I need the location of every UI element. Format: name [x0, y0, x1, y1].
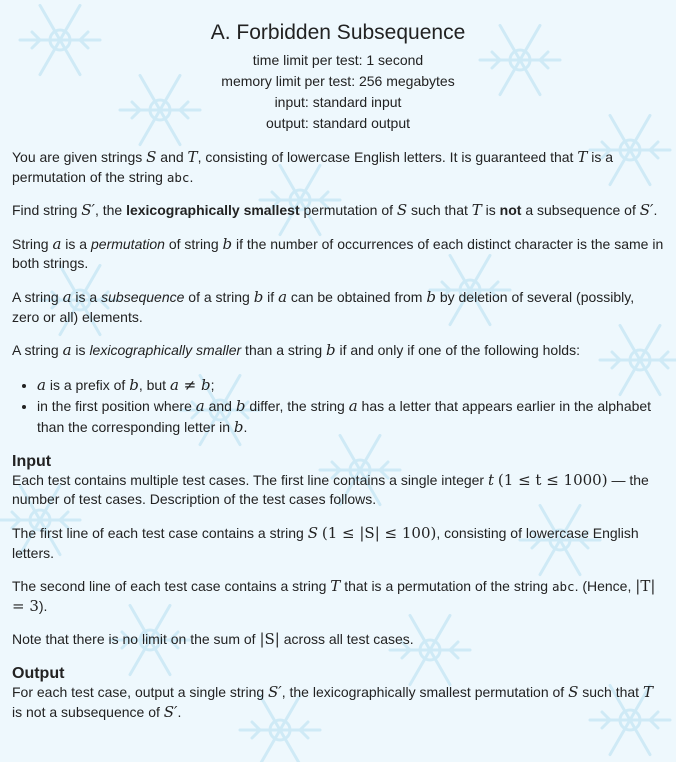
input-paragraph: The first line of each test case contains a string S (1 ≤ |S| ≤ 100), consisting of lowercase English letters. [12, 523, 639, 561]
input-type: input: standard input [274, 94, 402, 110]
input-paragraph: Note that there is no limit on the sum of |S| across all test cases. [12, 630, 414, 649]
statement-paragraph: You are given strings S and T, consisting of lowercase English letters. It is guaranteed that T is a permutation of the string abc. [12, 148, 614, 185]
condition-list [12, 375, 664, 438]
statement-paragraph: A string a is a subsequence of a string b if a can be obtained from b by deletion of several (possibly, zero or all) elements. [12, 287, 635, 325]
output-heading: Output [12, 664, 65, 682]
list-item: • in the first position where a and b differ, the string a has a letter that appears earlier in the alphabet than the corresponding letter in b. [37, 396, 664, 438]
time-limit: time limit per test: 1 second [252, 52, 424, 68]
input-paragraph: The second line of each test case contains a string T that is a permutation of the string abc. (Hence, |T| = 3). [12, 577, 656, 615]
output-type: output: standard output [266, 115, 410, 131]
input-heading: Input [12, 452, 52, 470]
statement-paragraph: Find string S′, the lexicographically smallest permutation of S such that T is not a subsequence of S′. [12, 201, 658, 220]
statement-paragraph: A string a is lexicographically smaller than a string b if and only if one of the following holds: [12, 341, 580, 360]
output-paragraph: For each test case, output a single string S′, the lexicographically smallest permutation of S such that T is not a subsequence of S′. [12, 682, 653, 721]
problem-title: A. Forbidden Subsequence [210, 21, 466, 44]
input-paragraph: Each test contains multiple test cases. The first line contains a single integer t (1 ≤ t ≤ 1000) — the number of test cases. Description of the test cases follows. [12, 470, 649, 508]
statement-paragraph: String a is a permutation of string b if the number of occurrences of each distinct character is the same in both strings. [12, 234, 664, 272]
limits [12, 50, 664, 134]
memory-limit: memory limit per test: 256 megabytes [221, 73, 455, 89]
list-item: • a is a prefix of b, but a ≠ b; [37, 375, 664, 396]
